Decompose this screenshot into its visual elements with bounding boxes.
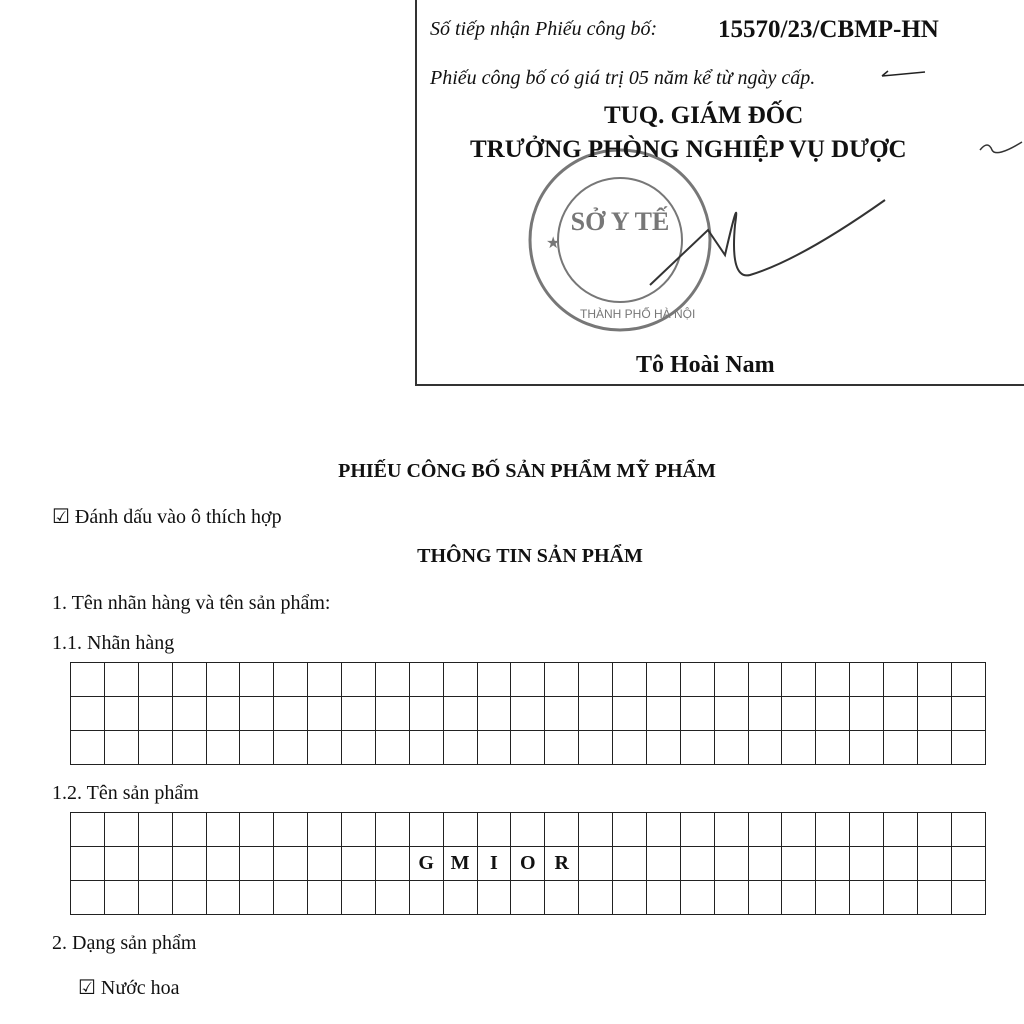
grid-cell[interactable] bbox=[748, 813, 782, 847]
grid-cell[interactable] bbox=[646, 813, 680, 847]
grid-cell[interactable] bbox=[579, 813, 613, 847]
signer-title-1: TUQ. GIÁM ĐỐC bbox=[604, 102, 804, 129]
grid-cell[interactable] bbox=[782, 813, 816, 847]
grid-cell[interactable] bbox=[917, 881, 951, 915]
grid-cell[interactable] bbox=[816, 847, 850, 881]
grid-cell[interactable] bbox=[816, 697, 850, 731]
grid-cell[interactable] bbox=[884, 697, 918, 731]
grid-cell[interactable] bbox=[884, 731, 918, 765]
grid-cell[interactable] bbox=[748, 881, 782, 915]
grid-cell[interactable] bbox=[274, 847, 308, 881]
grid-cell[interactable] bbox=[308, 847, 342, 881]
grid-cell[interactable] bbox=[613, 731, 647, 765]
receipt-label: Số tiếp nhận Phiếu công bố: bbox=[430, 18, 658, 40]
grid-cell[interactable] bbox=[274, 813, 308, 847]
grid-cell[interactable] bbox=[342, 881, 376, 915]
grid-cell[interactable] bbox=[172, 881, 206, 915]
grid-cell[interactable] bbox=[816, 731, 850, 765]
grid-cell[interactable] bbox=[138, 697, 172, 731]
brand-name-grid[interactable] bbox=[70, 662, 986, 765]
grid-cell[interactable] bbox=[579, 847, 613, 881]
grid-cell[interactable] bbox=[850, 813, 884, 847]
grid-cell[interactable] bbox=[409, 813, 443, 847]
grid-cell[interactable] bbox=[782, 881, 816, 915]
grid-cell[interactable] bbox=[375, 663, 409, 697]
question-1-2: 1.2. Tên sản phẩm bbox=[52, 782, 199, 804]
grid-cell[interactable] bbox=[104, 813, 138, 847]
grid-cell[interactable] bbox=[342, 663, 376, 697]
grid-cell[interactable] bbox=[951, 663, 985, 697]
grid-cell[interactable] bbox=[680, 697, 714, 731]
grid-cell[interactable] bbox=[579, 663, 613, 697]
grid-cell[interactable] bbox=[206, 731, 240, 765]
grid-cell[interactable] bbox=[545, 731, 579, 765]
grid-cell[interactable] bbox=[104, 663, 138, 697]
signer-title-2: TRƯỞNG PHÒNG NGHIỆP VỤ DƯỢC bbox=[470, 136, 907, 163]
grid-cell[interactable] bbox=[240, 663, 274, 697]
grid-cell[interactable] bbox=[477, 697, 511, 731]
grid-cell[interactable] bbox=[511, 881, 545, 915]
grid-cell[interactable] bbox=[748, 663, 782, 697]
grid-cell[interactable] bbox=[104, 697, 138, 731]
grid-cell[interactable] bbox=[613, 697, 647, 731]
grid-cell[interactable] bbox=[613, 813, 647, 847]
grid-cell[interactable] bbox=[240, 731, 274, 765]
grid-cell[interactable] bbox=[951, 731, 985, 765]
receipt-number: 15570/23/CBMP-HN bbox=[718, 16, 939, 43]
grid-cell[interactable] bbox=[172, 663, 206, 697]
grid-cell[interactable] bbox=[138, 731, 172, 765]
form-title: PHIẾU CÔNG BỐ SẢN PHẨM MỸ PHẨM bbox=[338, 460, 716, 482]
grid-cell[interactable] bbox=[951, 697, 985, 731]
grid-cell[interactable] bbox=[511, 731, 545, 765]
grid-cell[interactable]: M bbox=[443, 847, 477, 881]
product-name-grid[interactable] bbox=[70, 812, 986, 915]
grid-cell[interactable] bbox=[511, 663, 545, 697]
grid-cell[interactable] bbox=[816, 813, 850, 847]
grid-cell[interactable] bbox=[884, 847, 918, 881]
grid-cell[interactable] bbox=[138, 847, 172, 881]
grid-cell[interactable] bbox=[714, 847, 748, 881]
grid-cell[interactable] bbox=[308, 697, 342, 731]
grid-cell[interactable] bbox=[782, 847, 816, 881]
grid-cell[interactable] bbox=[646, 881, 680, 915]
grid-cell[interactable] bbox=[782, 697, 816, 731]
grid-cell[interactable] bbox=[308, 663, 342, 697]
grid-cell[interactable] bbox=[71, 731, 105, 765]
grid-cell[interactable] bbox=[477, 663, 511, 697]
signer-name: Tô Hoài Nam bbox=[636, 352, 775, 378]
grid-cell[interactable] bbox=[748, 697, 782, 731]
grid-cell[interactable] bbox=[917, 847, 951, 881]
grid-cell[interactable] bbox=[545, 663, 579, 697]
grid-cell[interactable] bbox=[884, 813, 918, 847]
grid-cell[interactable] bbox=[342, 813, 376, 847]
grid-cell[interactable] bbox=[443, 663, 477, 697]
grid-cell[interactable] bbox=[748, 847, 782, 881]
grid-cell[interactable] bbox=[240, 697, 274, 731]
grid-cell[interactable]: G bbox=[409, 847, 443, 881]
grid-cell[interactable] bbox=[342, 847, 376, 881]
grid-cell[interactable]: R bbox=[545, 847, 579, 881]
grid-cell[interactable] bbox=[104, 847, 138, 881]
grid-cell[interactable] bbox=[850, 881, 884, 915]
grid-cell[interactable] bbox=[477, 881, 511, 915]
grid-cell[interactable] bbox=[206, 663, 240, 697]
grid-cell[interactable] bbox=[714, 731, 748, 765]
grid-cell[interactable] bbox=[375, 813, 409, 847]
svg-text:SỞ Y TẾ: SỞ Y TẾ bbox=[570, 207, 670, 236]
grid-cell[interactable] bbox=[850, 731, 884, 765]
grid-cell[interactable] bbox=[71, 813, 105, 847]
question-2: 2. Dạng sản phẩm bbox=[52, 932, 197, 954]
grid-cell[interactable] bbox=[850, 663, 884, 697]
grid-cell[interactable] bbox=[613, 881, 647, 915]
section-title: THÔNG TIN SẢN PHẨM bbox=[417, 545, 643, 567]
grid-cell[interactable] bbox=[613, 847, 647, 881]
grid-cell[interactable] bbox=[477, 813, 511, 847]
grid-cell[interactable] bbox=[951, 813, 985, 847]
grid-cell[interactable] bbox=[646, 731, 680, 765]
svg-text:★: ★ bbox=[546, 235, 561, 252]
signature bbox=[640, 130, 1024, 300]
grid-cell[interactable] bbox=[104, 731, 138, 765]
grid-cell[interactable] bbox=[545, 813, 579, 847]
grid-cell[interactable] bbox=[714, 813, 748, 847]
grid-cell[interactable] bbox=[714, 881, 748, 915]
grid-cell[interactable] bbox=[545, 697, 579, 731]
grid-cell[interactable] bbox=[917, 731, 951, 765]
grid-cell[interactable] bbox=[274, 881, 308, 915]
validity-note: Phiếu công bố có giá trị 05 năm kể từ ngày cấp. bbox=[430, 67, 816, 89]
grid-cell[interactable] bbox=[951, 847, 985, 881]
grid-cell[interactable] bbox=[443, 731, 477, 765]
grid-cell[interactable] bbox=[850, 847, 884, 881]
grid-cell[interactable] bbox=[816, 663, 850, 697]
grid-cell[interactable] bbox=[206, 697, 240, 731]
grid-cell[interactable] bbox=[206, 813, 240, 847]
grid-cell[interactable] bbox=[748, 731, 782, 765]
grid-cell[interactable] bbox=[816, 881, 850, 915]
check-instruction: ☑ Đánh dấu vào ô thích hợp bbox=[52, 506, 282, 528]
grid-cell[interactable] bbox=[545, 881, 579, 915]
grid-cell[interactable] bbox=[206, 881, 240, 915]
grid-cell[interactable] bbox=[917, 697, 951, 731]
grid-cell[interactable]: I bbox=[477, 847, 511, 881]
grid-cell[interactable] bbox=[172, 697, 206, 731]
grid-cell[interactable] bbox=[138, 881, 172, 915]
grid-cell[interactable] bbox=[443, 881, 477, 915]
svg-text:THÀNH PHỐ HÀ NỘI: THÀNH PHỐ HÀ NỘI bbox=[580, 307, 696, 321]
grid-cell[interactable] bbox=[613, 663, 647, 697]
grid-cell[interactable] bbox=[308, 881, 342, 915]
question-1-1: 1.1. Nhãn hàng bbox=[52, 632, 175, 654]
grid-cell[interactable] bbox=[138, 813, 172, 847]
grid-cell[interactable] bbox=[375, 697, 409, 731]
grid-cell[interactable] bbox=[477, 731, 511, 765]
grid-cell[interactable] bbox=[71, 847, 105, 881]
grid-cell[interactable] bbox=[274, 697, 308, 731]
grid-cell[interactable] bbox=[680, 847, 714, 881]
grid-cell[interactable] bbox=[680, 731, 714, 765]
grid-cell[interactable] bbox=[172, 847, 206, 881]
grid-cell[interactable] bbox=[443, 813, 477, 847]
grid-cell[interactable] bbox=[646, 847, 680, 881]
grid-cell[interactable] bbox=[375, 847, 409, 881]
grid-cell[interactable] bbox=[850, 697, 884, 731]
grid-cell[interactable] bbox=[71, 663, 105, 697]
grid-cell[interactable] bbox=[443, 697, 477, 731]
grid-cell[interactable] bbox=[240, 847, 274, 881]
grid-cell[interactable] bbox=[579, 881, 613, 915]
grid-cell[interactable] bbox=[409, 731, 443, 765]
product-form-checked[interactable]: ☑ Nước hoa bbox=[78, 977, 180, 999]
grid-cell[interactable] bbox=[680, 881, 714, 915]
grid-cell[interactable] bbox=[951, 881, 985, 915]
grid-cell[interactable] bbox=[782, 731, 816, 765]
grid-cell[interactable] bbox=[375, 731, 409, 765]
grid-cell[interactable] bbox=[172, 731, 206, 765]
grid-cell[interactable] bbox=[240, 813, 274, 847]
grid-cell[interactable] bbox=[138, 663, 172, 697]
grid-cell[interactable] bbox=[917, 813, 951, 847]
grid-cell[interactable] bbox=[680, 813, 714, 847]
grid-cell[interactable] bbox=[714, 697, 748, 731]
grid-cell[interactable] bbox=[274, 663, 308, 697]
grid-cell[interactable] bbox=[409, 697, 443, 731]
grid-cell[interactable] bbox=[579, 731, 613, 765]
grid-cell[interactable] bbox=[511, 697, 545, 731]
grid-cell[interactable] bbox=[714, 663, 748, 697]
grid-cell[interactable] bbox=[409, 663, 443, 697]
grid-cell[interactable] bbox=[308, 813, 342, 847]
grid-cell[interactable] bbox=[172, 813, 206, 847]
grid-cell[interactable] bbox=[71, 881, 105, 915]
grid-cell[interactable] bbox=[646, 697, 680, 731]
question-1: 1. Tên nhãn hàng và tên sản phẩm: bbox=[52, 592, 331, 614]
grid-cell[interactable] bbox=[342, 697, 376, 731]
grid-cell[interactable] bbox=[409, 881, 443, 915]
grid-cell[interactable] bbox=[308, 731, 342, 765]
grid-cell[interactable] bbox=[104, 881, 138, 915]
grid-cell[interactable] bbox=[71, 697, 105, 731]
grid-cell[interactable] bbox=[240, 881, 274, 915]
grid-cell[interactable] bbox=[884, 663, 918, 697]
grid-cell[interactable] bbox=[884, 881, 918, 915]
grid-cell[interactable] bbox=[680, 663, 714, 697]
grid-cell[interactable] bbox=[342, 731, 376, 765]
handwritten-arrow bbox=[880, 66, 930, 86]
grid-cell[interactable] bbox=[782, 663, 816, 697]
grid-cell[interactable] bbox=[646, 663, 680, 697]
grid-cell[interactable] bbox=[917, 663, 951, 697]
grid-cell[interactable] bbox=[206, 847, 240, 881]
grid-cell[interactable] bbox=[375, 881, 409, 915]
grid-cell[interactable]: O bbox=[511, 847, 545, 881]
grid-cell[interactable] bbox=[511, 813, 545, 847]
grid-cell[interactable] bbox=[274, 731, 308, 765]
grid-cell[interactable] bbox=[579, 697, 613, 731]
